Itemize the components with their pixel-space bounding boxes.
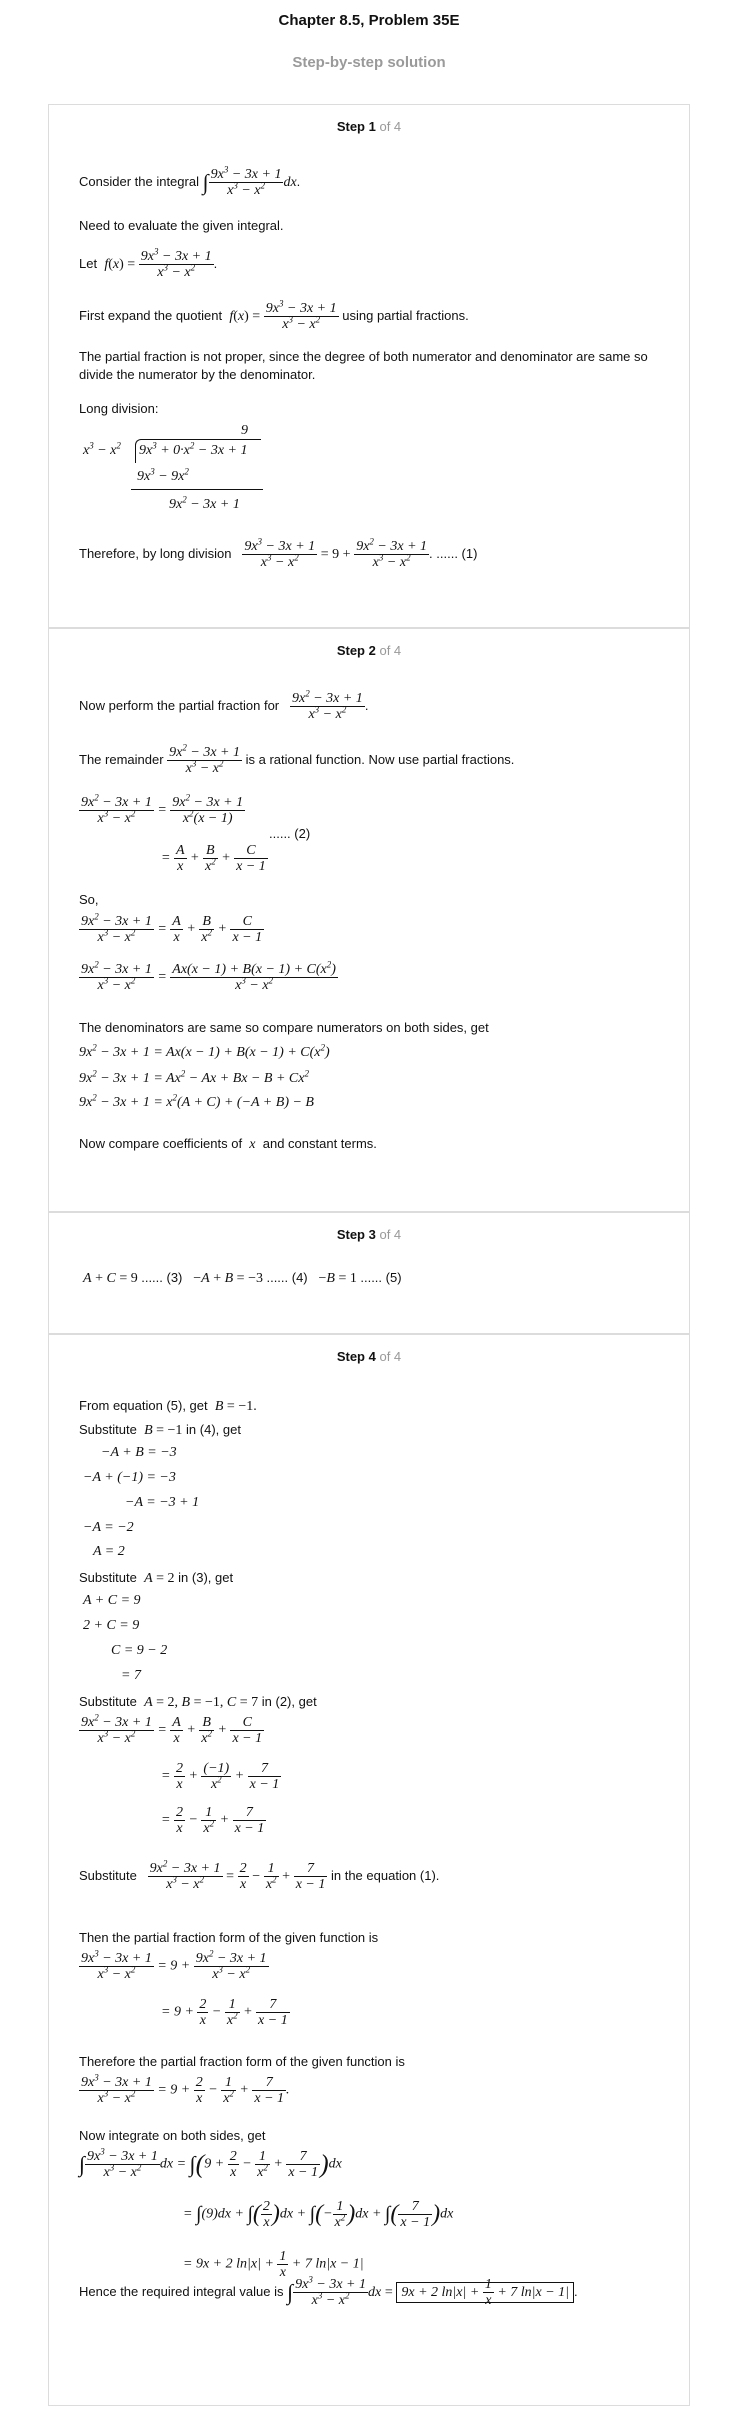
from-eq5-line: From equation (5), get B = −1. bbox=[79, 1398, 257, 1414]
denominators-text: The denominators are same so compare numerators on both sides, get bbox=[79, 1020, 489, 1035]
equation-so-a: $\frac{9x^2 - 3x + 1}{x^3 - x^2}$ = $\frac{A}{x}$ + $\frac{B}{x^2}$ + $\frac{C}{x - 1}$ bbox=[81, 911, 263, 945]
then-text: Then the partial fraction form of the given function is bbox=[79, 1930, 379, 1945]
solve-c-3: C = 9 − 2 bbox=[111, 1643, 168, 1658]
consider-line: Consider the integral ∫ $\frac{9x^3 - 3x + 1}{x^3 - x^2}$ dx. bbox=[79, 164, 301, 198]
let-line: Let f(x) = $\frac{9x^3 - 3x + 1}{x^3 - x^2}$ . bbox=[79, 246, 218, 280]
step-3-heading: Step 3 of 4 bbox=[336, 1227, 402, 1242]
final-pf: $\frac{9x^3 - 3x + 1}{x^3 - x^2}$ = 9 + $\frac{2}{x}$ − $\frac{1}{x^2}$ + $\frac{7}{x - 1}$ . bbox=[81, 2072, 290, 2106]
equation-so-b: $\frac{9x^2 - 3x + 1}{x^3 - x^2}$ = $\frac{Ax(x - 1) + B(x - 1) + C(x^2)}{x^3 - x^2}$ bbox=[81, 959, 336, 993]
pf-sub-2: = $\frac{2}{x}$ + $\frac{(-1)}{x^2}$ + $\frac{7}{x - 1}$ bbox=[161, 1761, 280, 1792]
full-pf-2: = 9 + $\frac{2}{x}$ − $\frac{1}{x^2}$ + $\frac{7}{x - 1}$ bbox=[161, 1997, 288, 2028]
page-title: Chapter 8.5, Problem 35E bbox=[278, 12, 460, 29]
solve-a-1: −A + B = −3 bbox=[101, 1445, 177, 1460]
system-equations: A + C = 9 ...... (3) −A + B = −3 ...... (4) −B = 1 ...... (5) bbox=[83, 1270, 402, 1286]
solve-c-1: A + C = 9 bbox=[83, 1593, 141, 1608]
step-4-heading: Step 4 of 4 bbox=[336, 1349, 402, 1364]
step-2-heading: Step 2 of 4 bbox=[336, 643, 402, 658]
solve-c-2: 2 + C = 9 bbox=[83, 1618, 140, 1633]
pf-sub-3: = $\frac{2}{x}$ − $\frac{1}{x^2}$ + $\frac{7}{x - 1}$ bbox=[161, 1805, 265, 1836]
step-2-card bbox=[48, 628, 690, 1212]
therefore-line: Therefore, by long division $\frac{9x^3 - 3x + 1}{x^3 - x^2}$ = 9 + $\frac{9x^2 - 3x + 1}{x^3 - x^2}$ . ...... (1) bbox=[79, 536, 478, 570]
solve-a-2: −A + (−1) = −3 bbox=[83, 1470, 176, 1485]
therefore-text: Therefore the partial fraction form of the given function is bbox=[79, 2054, 405, 2069]
long-division-label: Long division: bbox=[79, 401, 159, 416]
numerator-eq-1: $9x^2 - 3x + 1 = Ax(x - 1) + B(x - 1) + C(x^2)$ bbox=[79, 1042, 330, 1060]
long-division: 9 $x^3 - x^2$ $9x^3 + 0\cdot x^2 - 3x + 1$ $9x^3 - 9x^2$ $9x^2 - 3x + 1$ bbox=[83, 423, 283, 533]
integral-1: ∫ $\frac{9x^3 - 3x + 1}{x^3 - x^2}$ dx = ∫(9 + $\frac{2}{x}$ − $\frac{1}{x^2}$ + $\frac{7}{x - 1}$ )dx bbox=[79, 2146, 342, 2180]
sub-into-eq1-line: Substitute $\frac{9x^2 - 3x + 1}{x^3 - x^2}$ = $\frac{2}{x}$ − $\frac{1}{x^2}$ + $\frac{7}{x - 1}$ in the equation (1). bbox=[79, 1858, 440, 1892]
step-1-card bbox=[48, 104, 690, 628]
solve-c-4: = 7 bbox=[121, 1668, 141, 1683]
step-1-heading: Step 1 of 4 bbox=[336, 119, 402, 134]
hence-line: Hence the required integral value is ∫ $\frac{9x^3 - 3x + 1}{x^3 - x^2}$ dx = 9x + 2 ln|x| + $\frac{1}{x}$ + 7 ln|x − 1| . bbox=[79, 2274, 578, 2309]
need-text: Need to evaluate the given integral. bbox=[79, 218, 284, 233]
equation-2a: $\frac{9x^2 - 3x + 1}{x^3 - x^2}$ = $\frac{9x^2 - 3x + 1}{x^2(x - 1)}$ bbox=[81, 792, 244, 826]
solve-a-4: −A = −2 bbox=[83, 1520, 134, 1535]
sub-b-line: Substitute B = −1 in (4), get bbox=[79, 1422, 241, 1438]
step-4-card bbox=[48, 1334, 690, 2406]
page-subtitle: Step-by-step solution bbox=[292, 54, 446, 71]
compare-line: Now compare coefficients of x and constant terms. bbox=[79, 1136, 377, 1152]
solve-a-5: A = 2 bbox=[93, 1544, 125, 1559]
final-answer-box: 9x + 2 ln|x| + $\frac{1}{x}$ + 7 ln|x − 1| bbox=[396, 2282, 574, 2303]
step-3-card bbox=[48, 1212, 690, 1334]
perform-line: Now perform the partial fraction for $\frac{9x^2 - 3x + 1}{x^3 - x^2}$ . bbox=[79, 688, 369, 722]
remainder-line: The remainder $\frac{9x^2 - 3x + 1}{x^3 - x^2}$ is a rational function. Now use partial fractions. bbox=[79, 742, 515, 776]
eq2-label: ...... (2) bbox=[269, 826, 311, 841]
integral-2: = ∫(9)dx + ∫( $\frac{2}{x}$ )dx + ∫(− $\frac{1}{x^2}$ )dx + ∫( $\frac{7}{x - 1}$ )dx bbox=[183, 2199, 454, 2230]
proper-text: The partial fraction is not proper, since the degree of both numerator and denominator are same so divide the numerator by the denominator. bbox=[79, 349, 648, 382]
equation-2b: = $\frac{A}{x}$ + $\frac{B}{x^2}$ + $\frac{C}{x - 1}$ bbox=[161, 843, 266, 874]
first-expand-line: First expand the quotient f(x) = $\frac{9x^3 - 3x + 1}{x^3 - x^2}$ using partial fractions. bbox=[79, 298, 469, 332]
pf-sub-1: $\frac{9x^2 - 3x + 1}{x^3 - x^2}$ = $\frac{A}{x}$ + $\frac{B}{x^2}$ + $\frac{C}{x - 1}$ bbox=[81, 1712, 263, 1746]
numerator-eq-3: $9x^2 - 3x + 1 = x^2(A + C) + (-A + B) - B$ bbox=[79, 1092, 314, 1110]
numerator-eq-2: $9x^2 - 3x + 1 = Ax^2 - Ax + Bx - B + Cx^2$ bbox=[79, 1068, 309, 1086]
solve-a-3: −A = −3 + 1 bbox=[125, 1495, 200, 1510]
sub-abc-line: Substitute A = 2, B = −1, C = 7 in (2), get bbox=[79, 1694, 317, 1710]
integrate-text: Now integrate on both sides, get bbox=[79, 2128, 266, 2143]
full-pf-1: $\frac{9x^3 - 3x + 1}{x^3 - x^2}$ = 9 + $\frac{9x^2 - 3x + 1}{x^3 - x^2}$ bbox=[81, 1948, 267, 1982]
so-text: So, bbox=[79, 892, 99, 907]
integral-3: = 9x + 2 ln|x| + $\frac{1}{x}$ + 7 ln|x − 1| bbox=[183, 2249, 364, 2280]
sub-a-line: Substitute A = 2 in (3), get bbox=[79, 1570, 234, 1586]
